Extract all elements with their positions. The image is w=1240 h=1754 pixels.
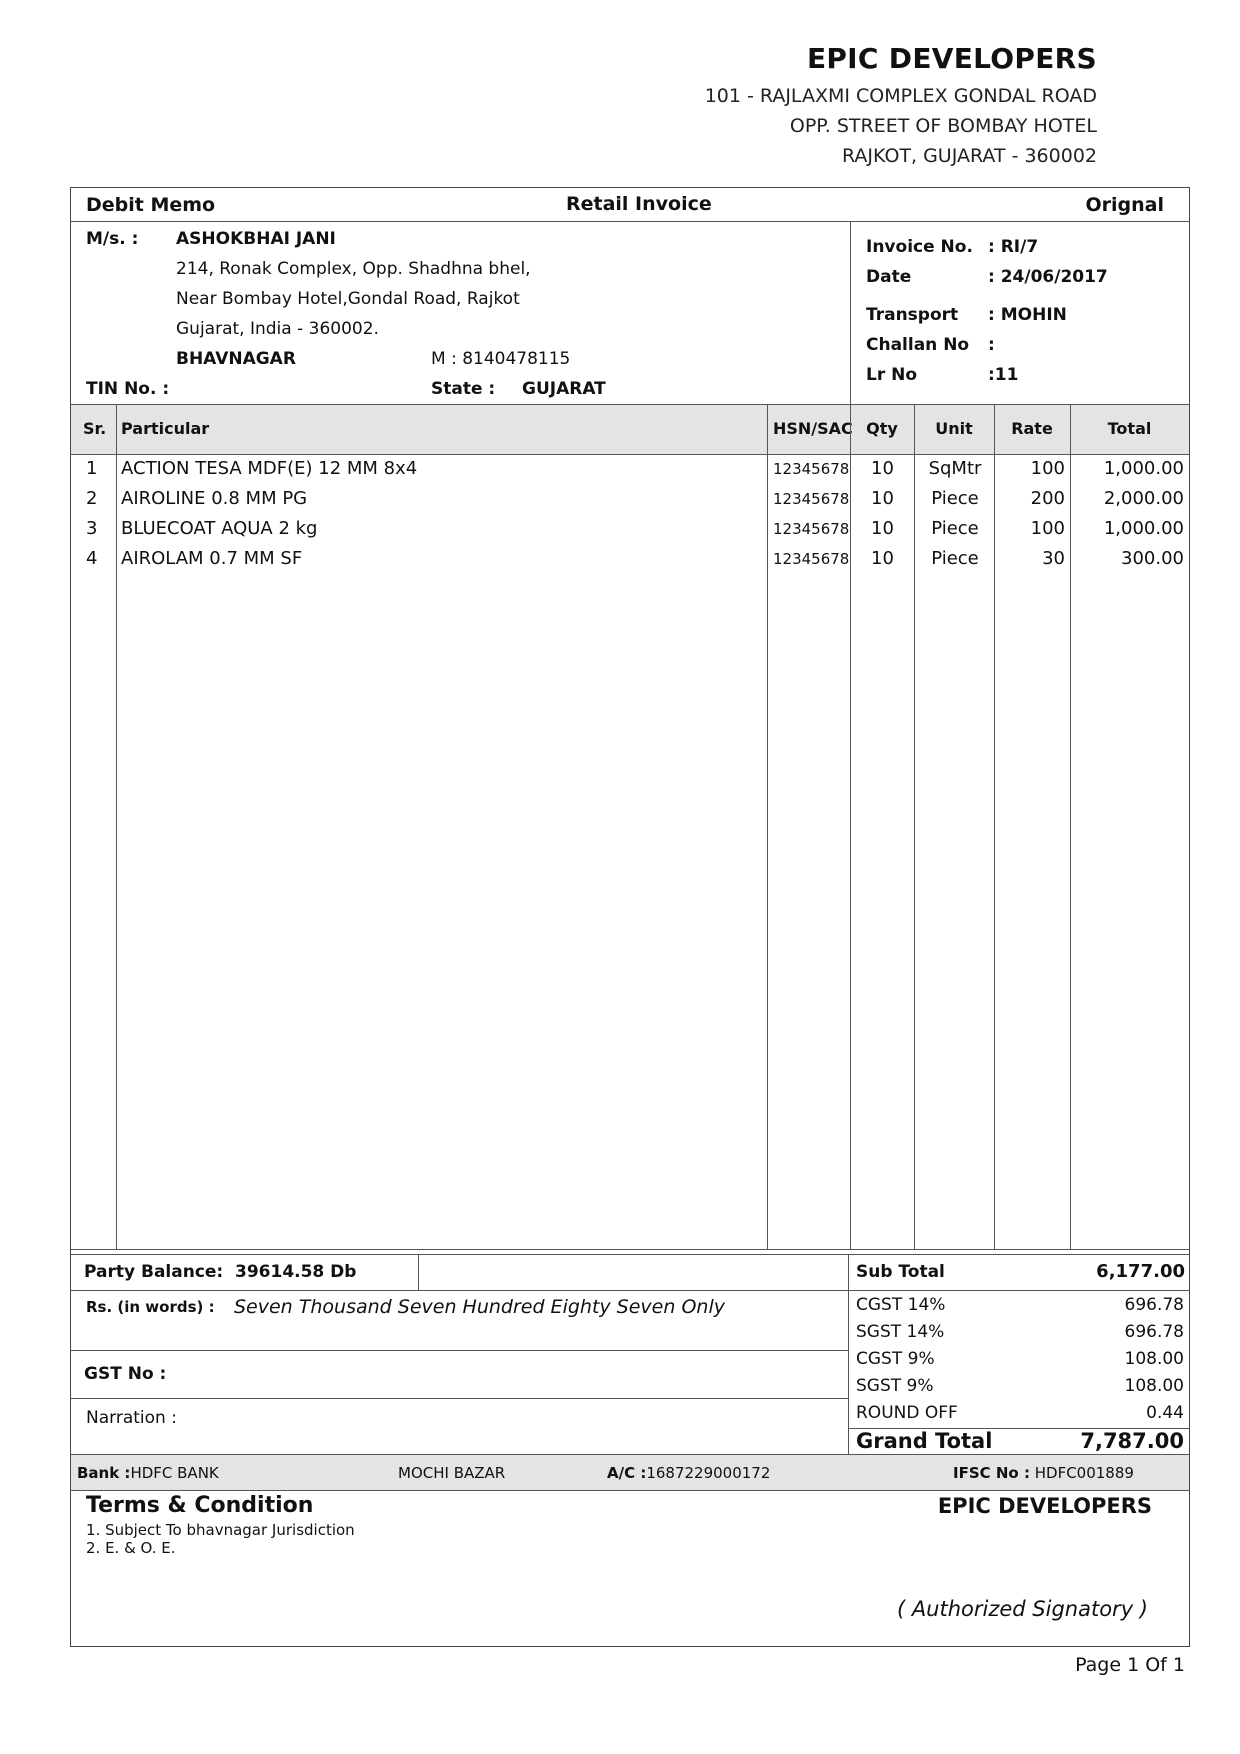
row-unit: Piece bbox=[931, 518, 979, 539]
row-particular: BLUECOAT AQUA 2 kg bbox=[121, 518, 318, 539]
row-qty: 10 bbox=[871, 488, 894, 509]
ac-label: A/C : bbox=[607, 1464, 647, 1482]
state-value: GUJARAT bbox=[522, 379, 606, 399]
words-label: Rs. (in words) : bbox=[86, 1298, 215, 1316]
row-hsn: 12345678 bbox=[773, 520, 850, 538]
ifsc-info bbox=[953, 1464, 1134, 1482]
sub-total-value: 6,177.00 bbox=[1096, 1261, 1185, 1282]
state-label: State : bbox=[431, 379, 496, 399]
col-header-total: Total bbox=[1107, 419, 1152, 438]
company-address-line2: OPP. STREET OF BOMBAY HOTEL bbox=[789, 115, 1097, 137]
invoice-no-value: : RI/7 bbox=[988, 237, 1039, 257]
debit-memo-label: Debit Memo bbox=[86, 194, 216, 216]
col-header-hsn: HSN/SAC bbox=[773, 419, 853, 438]
meta-divider bbox=[850, 221, 851, 404]
row-total: 300.00 bbox=[1121, 548, 1184, 569]
customer-city: BHAVNAGAR bbox=[176, 349, 296, 369]
customer-name: ASHOKBHAI JANI bbox=[176, 229, 336, 249]
bank-name: HDFC BANK bbox=[130, 1464, 219, 1482]
page-number: Page 1 Of 1 bbox=[1075, 1654, 1185, 1676]
transport-label: Transport bbox=[866, 305, 959, 325]
bank-info bbox=[77, 1464, 219, 1482]
summary-top-line bbox=[70, 1249, 1190, 1250]
round-off-label: ROUND OFF bbox=[856, 1403, 958, 1423]
bank-bottom-line bbox=[70, 1490, 1190, 1491]
row-particular: AIROLAM 0.7 MM SF bbox=[121, 548, 303, 569]
row-qty: 10 bbox=[871, 518, 894, 539]
row-rate: 100 bbox=[1030, 518, 1065, 539]
row-qty: 10 bbox=[871, 458, 894, 479]
row-unit: Piece bbox=[931, 548, 979, 569]
row-total: 2,000.00 bbox=[1103, 488, 1184, 509]
retail-invoice-title: Retail Invoice bbox=[566, 193, 712, 215]
ifsc-label: IFSC No : bbox=[953, 1464, 1030, 1482]
row-total: 1,000.00 bbox=[1103, 458, 1184, 479]
col-header-particular: Particular bbox=[121, 419, 210, 438]
tax-value-sgst14: 696.78 bbox=[1124, 1322, 1184, 1342]
col-header-qty: Qty bbox=[866, 419, 898, 438]
summary-top-line-2 bbox=[70, 1254, 1190, 1255]
gst-no-label: GST No : bbox=[84, 1364, 167, 1384]
ifsc-code: HDFC001889 bbox=[1034, 1464, 1134, 1482]
tin-label: TIN No. : bbox=[86, 379, 170, 399]
terms-line1: 1. Subject To bhavnagar Jurisdiction bbox=[86, 1521, 355, 1539]
row-sr: 4 bbox=[86, 548, 98, 569]
grand-total-value: 7,787.00 bbox=[1080, 1429, 1184, 1453]
tax-label-cgst9: CGST 9% bbox=[856, 1349, 935, 1369]
round-off-value: 0.44 bbox=[1146, 1403, 1184, 1423]
row-hsn: 12345678 bbox=[773, 490, 850, 508]
ms-label: M/s. : bbox=[86, 229, 139, 249]
table-top-line bbox=[70, 404, 1190, 405]
row-particular: ACTION TESA MDF(E) 12 MM 8x4 bbox=[121, 458, 418, 479]
row-qty: 10 bbox=[871, 548, 894, 569]
col-header-rate: Rate bbox=[1011, 419, 1053, 438]
row-total: 1,000.00 bbox=[1103, 518, 1184, 539]
company-address-line3: RAJKOT, GUJARAT - 360002 bbox=[841, 145, 1097, 167]
account-info bbox=[607, 1464, 770, 1482]
customer-address2: Near Bombay Hotel,Gondal Road, Rajkot bbox=[176, 289, 520, 309]
row-unit: Piece bbox=[931, 488, 979, 509]
signature-company-name: EPIC DEVELOPERS bbox=[937, 1494, 1152, 1518]
tax-label-sgst14: SGST 14% bbox=[856, 1322, 945, 1342]
gst-bottom-line bbox=[70, 1398, 848, 1399]
table-header-line bbox=[70, 454, 1190, 455]
row-hsn: 12345678 bbox=[773, 460, 850, 478]
row-sr: 3 bbox=[86, 518, 98, 539]
terms-line2: 2. E. & O. E. bbox=[86, 1539, 176, 1557]
customer-address3: Gujarat, India - 360002. bbox=[176, 319, 379, 339]
transport-value: : MOHIN bbox=[988, 305, 1067, 325]
customer-address1: 214, Ronak Complex, Opp. Shadhna bhel, bbox=[176, 259, 531, 279]
invoice-no-label: Invoice No. bbox=[866, 237, 973, 257]
challan-label: Challan No bbox=[866, 335, 970, 355]
row-rate: 200 bbox=[1030, 488, 1065, 509]
sub-total-label: Sub Total bbox=[856, 1262, 945, 1282]
amount-in-words: Seven Thousand Seven Hundred Eighty Seven Only bbox=[234, 1296, 725, 1318]
bank-top-line bbox=[70, 1454, 1190, 1455]
party-balance-bottom-line bbox=[70, 1290, 848, 1291]
company-name: EPIC DEVELOPERS bbox=[806, 42, 1097, 75]
items-table-header bbox=[71, 404, 1189, 454]
lr-label: Lr No bbox=[866, 365, 918, 385]
date-value: : 24/06/2017 bbox=[988, 267, 1108, 287]
lr-value: :11 bbox=[988, 365, 1019, 385]
grand-total-label: Grand Total bbox=[856, 1429, 993, 1453]
terms-title: Terms & Condition bbox=[86, 1493, 314, 1518]
row-hsn: 12345678 bbox=[773, 550, 850, 568]
customer-mobile: M : 8140478115 bbox=[431, 349, 571, 369]
company-address-line1: 101 - RAJLAXMI COMPLEX GONDAL ROAD bbox=[704, 85, 1097, 107]
ac-number: 1687229000172 bbox=[646, 1464, 771, 1482]
original-label: Orignal bbox=[1085, 194, 1164, 216]
row-sr: 2 bbox=[86, 488, 98, 509]
totals-divider bbox=[848, 1254, 849, 1454]
authorized-signatory: ( Authorized Signatory ) bbox=[896, 1597, 1148, 1621]
tax-label-sgst9: SGST 9% bbox=[856, 1376, 934, 1396]
party-balance-value: 39614.58 Db bbox=[235, 1262, 357, 1282]
party-balance-divider bbox=[418, 1254, 419, 1291]
party-balance-label: Party Balance: bbox=[84, 1262, 224, 1282]
row-rate: 30 bbox=[1042, 548, 1065, 569]
narration-label: Narration : bbox=[86, 1408, 177, 1428]
row-unit: SqMtr bbox=[928, 458, 982, 479]
sub-total-bottom-line bbox=[848, 1290, 1190, 1291]
col-header-unit: Unit bbox=[935, 419, 973, 438]
table-row bbox=[0, 518, 1240, 544]
table-row bbox=[0, 458, 1240, 484]
date-label: Date bbox=[866, 267, 912, 287]
table-row bbox=[0, 548, 1240, 574]
row-particular: AIROLINE 0.8 MM PG bbox=[121, 488, 308, 509]
table-row bbox=[0, 488, 1240, 514]
tax-label-cgst14: CGST 14% bbox=[856, 1295, 946, 1315]
words-bottom-line bbox=[70, 1350, 848, 1351]
tax-value-cgst14: 696.78 bbox=[1124, 1295, 1184, 1315]
tax-value-sgst9: 108.00 bbox=[1124, 1376, 1184, 1396]
col-header-sr: Sr. bbox=[83, 419, 107, 438]
title-divider bbox=[70, 221, 1190, 222]
bank-label: Bank : bbox=[77, 1464, 131, 1482]
tax-value-cgst9: 108.00 bbox=[1124, 1349, 1184, 1369]
row-sr: 1 bbox=[86, 458, 98, 479]
challan-value: : bbox=[988, 335, 995, 355]
bank-branch: MOCHI BAZAR bbox=[398, 1464, 506, 1482]
row-rate: 100 bbox=[1030, 458, 1065, 479]
